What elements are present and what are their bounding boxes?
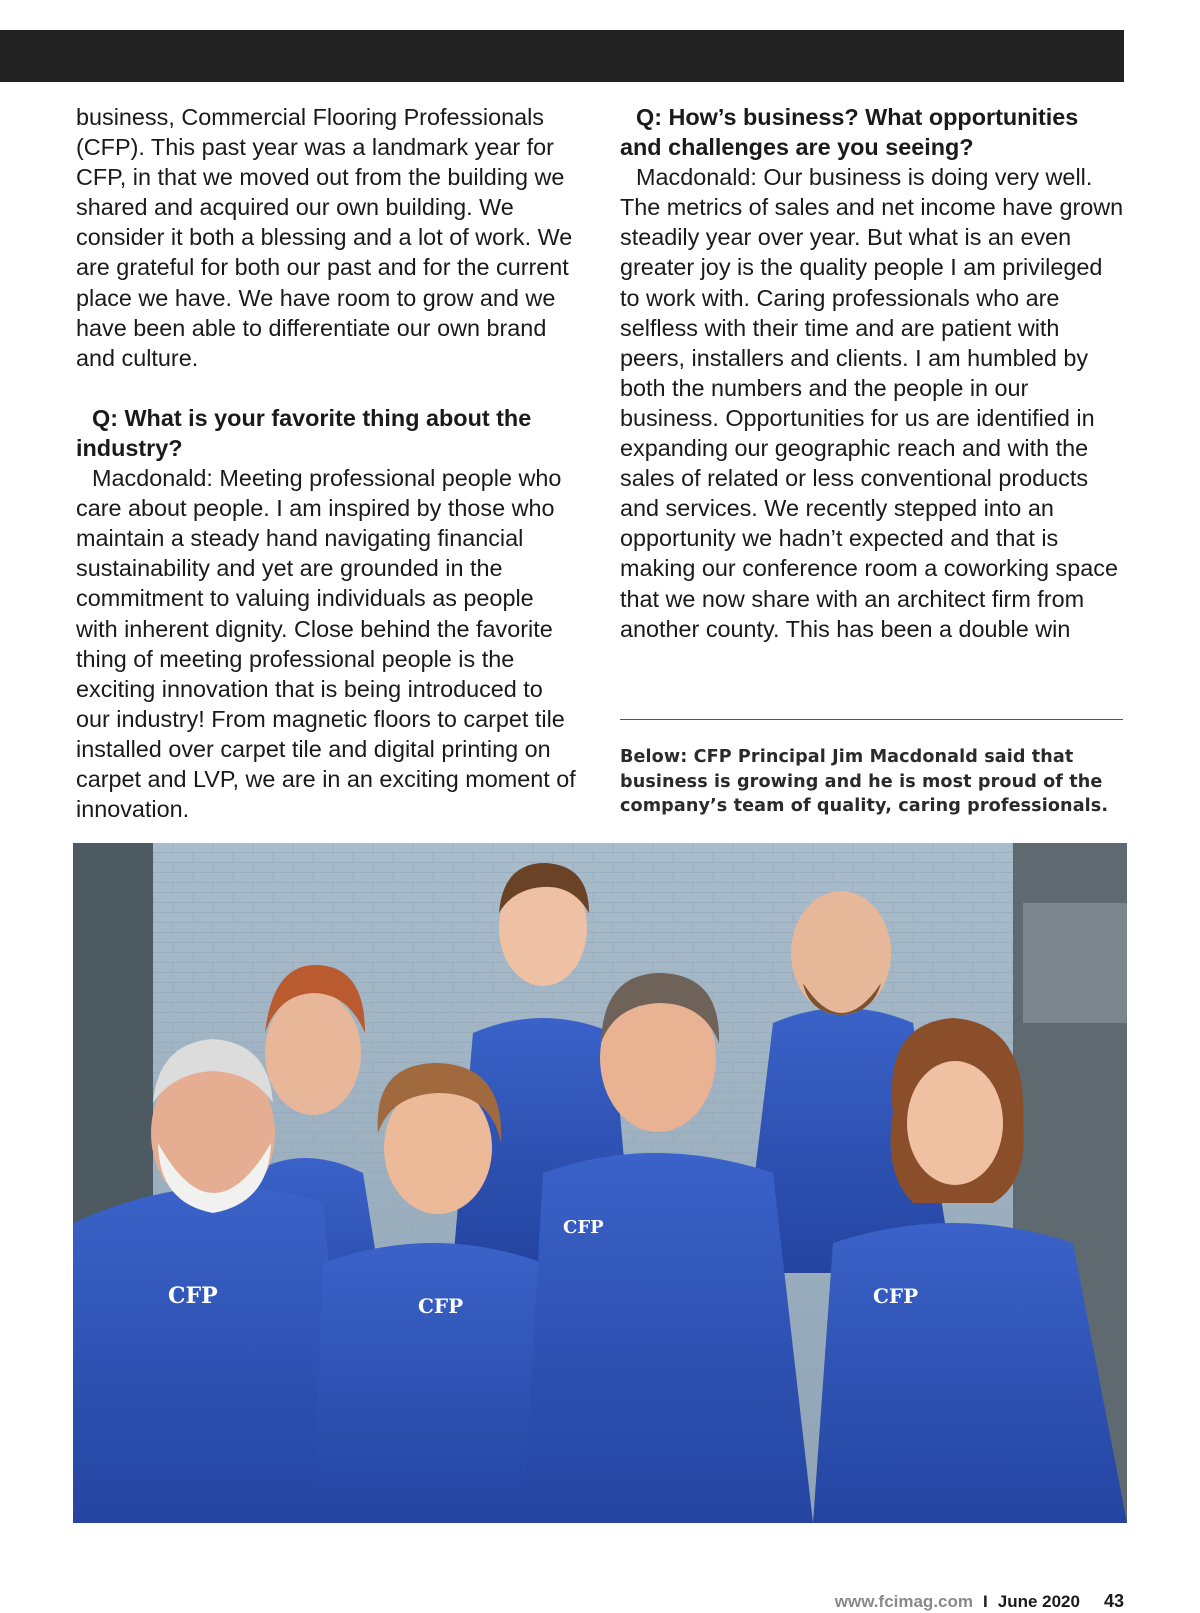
page-footer	[835, 1591, 1124, 1612]
caption-divider	[620, 719, 1123, 720]
left-paragraph-2: Macdonald: Meeting professional people who care about people. I am inspired by those who maintain a steady hand navigating financial sustainability and yet are grounded in the commitment to valuing individuals as people with inherent dignity. Close behind the favorite thing of meeting professional people is the exciting innovation that is being introduced to our industry! From magnetic floors to carpet tile installed over carpet tile and digital printing on carpet and LVP, we are in an exciting moment of innovation.	[76, 465, 576, 823]
logo-text-4: CFP	[873, 1284, 919, 1308]
page-number: 43	[1103, 1591, 1124, 1611]
footer-url[interactable]: www.fcimag.com	[834, 1592, 973, 1611]
logo-text-1: CFP	[168, 1283, 218, 1309]
footer-separator: I	[983, 1592, 988, 1611]
logo-text-3: CFP	[563, 1217, 604, 1238]
left-column	[76, 102, 580, 824]
photo-caption: Below: CFP Principal Jim Macdonald said that business is growing and he is most proud of the company’s team of quality, caring professionals.	[620, 747, 1109, 816]
right-paragraph-1: Macdonald: Our business is doing very well. The metrics of sales and net income have grown steadily year over year. But what is an even greater joy is the quality people I am privileged to work with. Caring professionals who are selfless with their time and are patient with peers, installers and clients. I am humbled by both the numbers and the people in our business. Opportunities for us are identified in expanding our geographic reach and with the sales of related or less conventional products and services. We recently stepped into an opportunity we hadn’t expected and that is making our conference room a coworking space that we now share with an architect firm from another county. This has been a double win	[620, 164, 1124, 642]
logo-text-2: CFP	[418, 1294, 464, 1318]
right-column	[620, 102, 1126, 644]
right-question: Q: How’s business? What opportunities and challenges are you seeing?	[620, 104, 1079, 161]
team-photo-illustration	[73, 843, 1127, 1523]
header-bar	[0, 30, 1124, 82]
left-paragraph-1: business, Commercial Flooring Professionals (CFP). This past year was a landmark year for CFP, in that we moved out from the building we shared and acquired our own building. We consider it both a blessing and a lot of work. We are grateful for both our past and for the current place we have. We have room to grow and we have been able to differentiate our own brand and culture.	[76, 104, 573, 371]
team-photo	[73, 843, 1127, 1523]
footer-date: June 2020	[997, 1592, 1080, 1611]
left-question: Q: What is your favorite thing about the industry?	[76, 404, 532, 461]
